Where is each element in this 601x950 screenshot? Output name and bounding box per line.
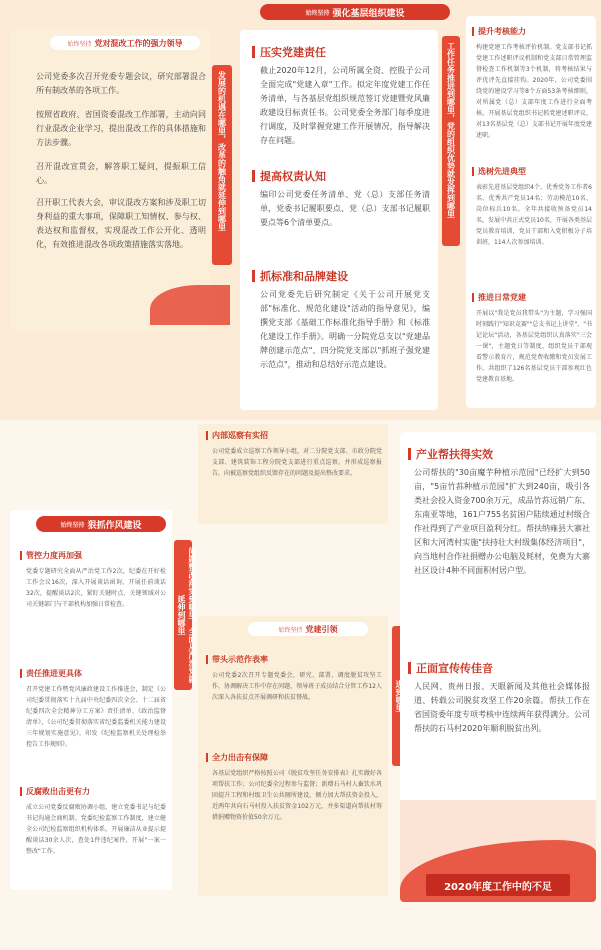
bottom-left-vertical-slogan: 问题整改落实到哪里，全面从严治党就延伸到哪里	[174, 540, 192, 690]
center-banner: 始终坚持 党建引领	[248, 622, 368, 636]
section-text-models: 表彰先进基层党组织4个、优秀党务工作者6名、优秀共产党员14名；劳动模范10名、岗位标兵10名。全年共接收预备党员14名，发展中共正式党员10名，开展各类基层党员教育培训，党员干部和入党积极分子培训班，114人次参加培训。	[476, 184, 592, 246]
section-title-models: 选树先进典型	[472, 166, 526, 177]
section-text-anticorruption: 成立公司党委反腐败协调小组，建立党委书记与纪委书记沟通会商机制、党委纪检监察工作制度，建立健全公司纪检监察组织机构体系。开展廉洁从业提示提醒谈话30余人次，查处1件违纪案件，开展"一案一整改"工作。	[26, 804, 166, 855]
section-title-inspection: 内部巡察有实招	[206, 430, 268, 441]
left-card-para-4: 召开职工代表大会，审议混改方案和涉及职工切身利益的重大事项，保障职工知情权、参与权、表达权和监督权，实现混改工作公开化、透明化，有效推进混改各项政策措施落实落地。	[36, 198, 206, 249]
section-title-responsibility: 压实党建责任	[252, 44, 326, 60]
section-title-assessment: 提升考核能力	[472, 26, 526, 37]
left-card-para-3: 召开混改宣贯会，解答职工疑问，提振职工信心。	[36, 162, 206, 185]
section-title-leadership: 带头示范作表率	[206, 654, 268, 665]
section-text-inspection: 公司党委成立巡察工作领导小组，对二分院党支部、市政分院党支部、建筑装饰工程分院党支部进行重点巡察，并形成巡察报告，向被巡察党组织反馈存在的问题及提出整改要求。	[212, 448, 382, 477]
section-text-daily: 开展以"我是党员我带头"为主题，学习强国时刻践行"知识竞赛""总支书记上讲堂"、"书记论坛"活动，各基层党组织认真落实"三会一课"，主题党日等制度，组织党员干部观看警示教育片，规范党费收缴和党员发展工作，共组织了126名基层党员干部参观红色党建教育基地。	[476, 310, 592, 383]
left-bottom-banner: 始终坚持 狠抓作风建设	[36, 516, 166, 532]
right-vertical-slogan: 工作任务推进到哪里，党的组织优势就发挥到哪里	[442, 36, 460, 246]
section-title-anticorruption: 反腐败出击更有力	[20, 786, 90, 797]
section-title-industry: 产业帮扶得实效	[408, 446, 493, 462]
section-text-publicity: 人民网、贵州日报、天眼新闻及其他社会媒体报道、转载公司脱贫攻坚工作20余篇。帮扶工作在省国资委年度专项考核中连续两年获得满分。公司帮扶的石马村2020年顺利脱贫出列。	[414, 682, 590, 733]
main-top-banner: 始终坚持 强化基层组织建设	[260, 4, 450, 20]
section-title-awareness: 提高权责认知	[252, 168, 326, 184]
section-text-accountability: 召开党建工作暨党风廉政建设工作推进会，制定《公司纪委贯彻落实十九届中央纪委四次全会、十二届省纪委四次全会精神分工方案》责任清单、《政治监督清单》，《公司纪委贯彻落实省纪委监委机关能力建设三年规划实施意见》，印发《纪检监察机关处理检举控告工作规则》。	[26, 686, 166, 748]
section-title-publicity: 正面宣传传佳音	[408, 660, 493, 676]
left-card-para-2: 按照省政府、省国资委混改工作部署，主动向同行业混改企业学习，提出混改工作的具体措施和方法步骤。	[36, 110, 206, 147]
section-title-accountability: 责任推进更具体	[20, 668, 82, 679]
section-text-assessment: 构建党建工作考核评价机制。党支部书记抓党建工作述职评议机制和党支部日常管理监督检查工作机制等3个机制，将考核结果与评优评先直接挂钩。2020年，公司党委围绕党的建设学习等8个方面53条考核细则，对所属党（总）支部年度工作进行全面考核。开展基层党组织书记抓党建述职评议，对13名基层党（总）支部书记开展年度党建述职。	[476, 44, 592, 139]
left-vertical-slogan: 发展的机遇在哪里，改革的触角就延伸到哪里	[212, 65, 232, 265]
left-card-para-1: 公司党委多次召开党委专题会议，研究部署混合所有制改革的各项工作。	[36, 72, 206, 95]
section-title-control: 管控力度再加强	[20, 550, 82, 561]
section-text-awareness: 编印公司党委任务清单、党（总）支部任务清单，党委书记履职要点、党（总）支部书记履职要点等6个清单要点。	[260, 190, 430, 227]
section-text-responsibility: 截止2020年12月，公司所属全资、控股子公司全面完成"党建入章"工作。拟定年度党建工作任务清单，与各基层党组织规范签订党建暨党风廉政建设目标责任书。公司党委全务部门每季度进行调度，及时掌握党建工作开展情况，指导解决存在问题。	[260, 66, 430, 145]
section-text-leadership: 公司党委2次召开专题党委会，研究、部署、调度脱贫攻坚工作，协调解决工作中存在问题，领导班子成员结合分管工作12人次深入各扶贫点开展调研和扶贫督战。	[212, 672, 382, 701]
section-title-daily: 推进日常党建	[472, 292, 526, 303]
section-title-guarantee: 全力出击有保障	[206, 752, 268, 763]
section-text-standards: 公司党委先后研究制定《关于公司开展党支部"标准化、规范化建设"活动的指导意见》，编撰党支部《基础工作标准化指导手册》和《标准化建设工作手册》。明确一分院党总支以"党建品牌创建示范点"、四分院党支部以"抓班子强党建示范点"，推动和总结好示范点建设。	[260, 290, 430, 369]
footer-banner-shortcomings: 2020年度工作中的不足	[426, 874, 570, 896]
section-text-guarantee: 各基层党组织严格按照公司《脱贫攻坚任务安排表》扎实做好各项帮扶工作；公司纪委全过程参与监督；新增石马村人畜饮水巩固提升工程和村级卫生公共厕所建设，倾力加大帮扶资金投入，近两年共向石马村投入扶贫资金102万元，并多渠道向帮扶村筹措捐赠物资价值50余万元。	[212, 770, 382, 821]
section-text-industry: 公司帮扶的"30亩魔芋种植示范园"已经扩大到50亩，"5亩竹荪种植示范园"扩大到240亩，吸引各类社会投入资金700余万元，成品竹荪远销广东、东南亚等地，161户755名贫困户陆续通过村级合作社得到了产业项目盈利分红。帮扶纳雍县大寨社区和大河湾村实施"扶持壮大村级集体经济项目"，向当地村合作社捐赠办公电脑及耗材，免费为大寨社区设计4种不同面积村居户型。	[414, 468, 590, 575]
section-title-standards: 抓标准和品牌建设	[252, 268, 348, 284]
left-card-banner: 始终坚持 党对混改工作的强力领导	[50, 36, 200, 50]
section-text-control: 党委专题研究全面从严治党工作2次，纪委在开好检工作会议16次，深入开展谈话函询，开展任前谈话32次，提醒谈话2次，紧盯关键时点、关键领域对公司关键部门与干部机构加强日常检查。	[26, 568, 166, 608]
